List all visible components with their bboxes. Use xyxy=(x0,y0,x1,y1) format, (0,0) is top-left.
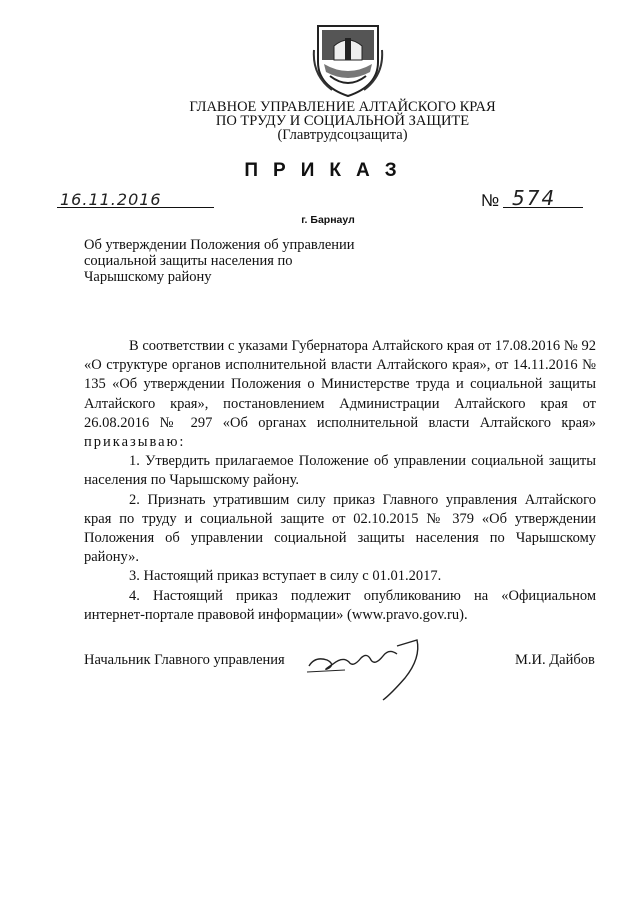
document-type-title: ПРИКАЗ xyxy=(244,160,412,181)
order-item-4: 4. Настоящий приказ подлежит опубликованию на «Официальном интернет-портале правовой информации» (www.pravo.gov.ru). xyxy=(84,587,596,623)
org-name-line1: ГЛАВНОЕ УПРАВЛЕНИЕ АЛТАЙСКОГО КРАЯ xyxy=(189,99,496,115)
document-body xyxy=(84,337,596,625)
number-underline xyxy=(503,207,583,208)
number-label: № xyxy=(481,191,500,210)
org-name-line2: ПО ТРУДУ И СОЦИАЛЬНОЙ ЗАЩИТЕ xyxy=(215,113,470,129)
signatory-position: Начальник Главного управления xyxy=(84,652,285,668)
order-word: приказываю: xyxy=(84,434,186,451)
coat-of-arms-emblem xyxy=(312,20,384,98)
handwritten-signature xyxy=(305,628,435,706)
document-city: г. Барнаул xyxy=(301,214,355,226)
document-subject: Об утверждении Положения об управлении социальной защиты населения по Чарышскому району xyxy=(84,237,355,285)
intro-paragraph xyxy=(84,337,596,452)
document-number: 574 xyxy=(512,186,557,210)
intro-text: В соответствии с указами Губернатора Алтайского края от 17.08.2016 № 92 «О структуре органов исполнительной власти Алтайского края», от 14.11.2016 № 135 «Об утверждении Положения о Министерстве труда и социальной защиты Алтайского края», постановлением Администрации Алтайского края от 26.08.2016 № 297 «Об органах исполнительной власти Алтайского края» xyxy=(84,338,596,431)
order-item-2: 2. Признать утратившим силу приказ Главного управления Алтайского края по труду и социальной защите от 02.10.2015 № 379 «Об утверждении Положения об управлении социальной защиты населения по Чарышскому району». xyxy=(84,491,596,566)
document-date: 16.11.2016 xyxy=(60,190,162,209)
date-underline xyxy=(57,207,214,208)
org-short-name: (Главтрудсоцзащита) xyxy=(277,127,408,143)
order-item-3: 3. Настоящий приказ вступает в силу с 01.01.2017. xyxy=(129,568,442,585)
order-item-1: 1. Утвердить прилагаемое Положение об управлении социальной защиты населения по Чарышскому району. xyxy=(84,453,596,489)
signatory-name: М.И. Дайбов xyxy=(515,652,595,668)
